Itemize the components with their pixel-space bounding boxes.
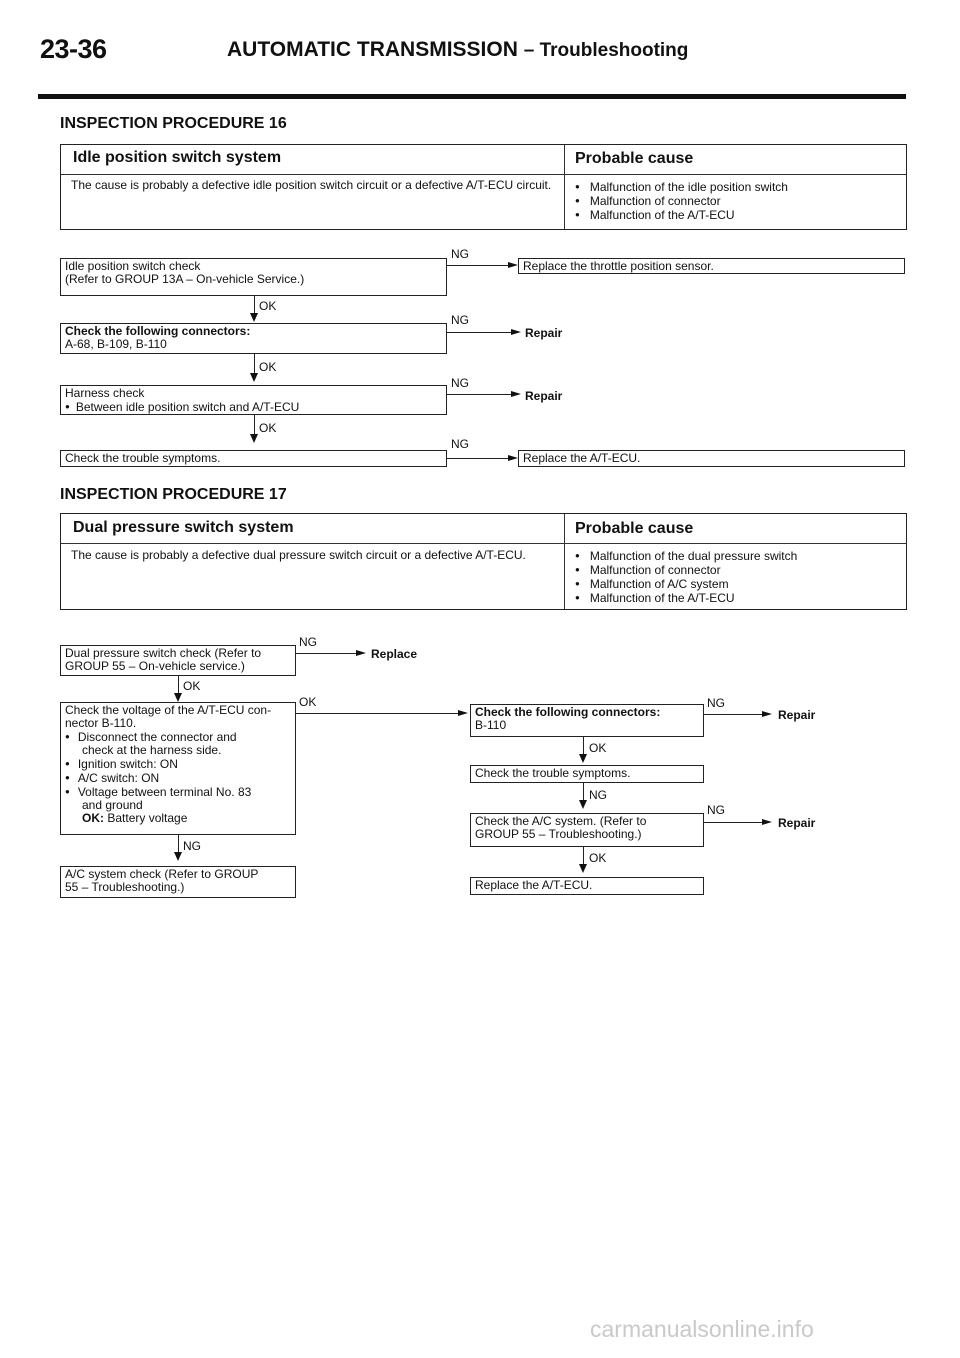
ok-label: OK (183, 679, 201, 693)
ok-line (296, 713, 460, 714)
arrow-down-icon (250, 313, 258, 322)
ng-label: NG (707, 696, 725, 710)
proc17-cause-item: ● Malfunction of connector (575, 563, 797, 577)
proc17-action-replace: Replace (371, 647, 418, 661)
arrow-down-icon (579, 864, 587, 873)
proc16-action-repair: Repair (525, 389, 563, 403)
step-bullet-cont: check at the harness side. (82, 743, 222, 757)
proc17-step-dual-pressure-check (60, 645, 296, 676)
step-line: Check the voltage of the A/T-ECU con- (65, 703, 272, 717)
ok-label: OK (259, 360, 277, 374)
proc16-step-harness-check (60, 385, 447, 415)
ng-label: NG (451, 313, 469, 327)
ng-line (447, 332, 513, 333)
proc17-right-trouble-symptoms (470, 765, 704, 783)
arrow-down-icon (250, 373, 258, 382)
page-number: 23-36 (40, 34, 107, 64)
arrow-right-icon (762, 819, 772, 825)
proc16-table-divider (61, 174, 906, 175)
step-line: Check the following connectors: (475, 705, 661, 719)
ng-line (447, 265, 510, 266)
proc16-cause-item: ● Malfunction of the A/T-ECU (575, 208, 788, 222)
proc17-probable-cause-header: Probable cause (575, 520, 694, 537)
action-text: Replace the A/T-ECU. (523, 451, 641, 465)
proc17-step-voltage-check (60, 702, 296, 835)
proc16-heading: INSPECTION PROCEDURE 16 (60, 115, 287, 132)
step-line: GROUP 55 – Troubleshooting.) (475, 827, 642, 841)
ng-label: NG (299, 635, 317, 649)
step-bullet: ● Disconnect the connector and (65, 730, 237, 744)
ng-line (704, 714, 764, 715)
proc16-action-replace-sensor (518, 258, 905, 274)
step-line: Check the trouble symptoms. (475, 766, 631, 780)
step-line: (Refer to GROUP 13A – On-vehicle Service.) (65, 272, 305, 286)
proc16-step-trouble-symptoms (60, 450, 447, 467)
proc16-action-replace-ecu (518, 450, 905, 467)
arrow-right-icon (508, 262, 518, 268)
step-bullet-cont: and ground (82, 798, 143, 812)
flow-line (254, 354, 255, 375)
watermark: carmanualsonline.info (590, 1316, 814, 1342)
proc16-table-column-divider (564, 145, 565, 229)
step-line: A/C system check (Refer to GROUP (65, 867, 259, 881)
proc16-cause-table (60, 144, 907, 230)
step-bullet: ● A/C switch: ON (65, 771, 160, 785)
ng-label: NG (183, 839, 201, 853)
page-title-sub: – Troubleshooting (523, 40, 689, 61)
proc16-cause-item: ● Malfunction of the idle position switch (575, 180, 788, 194)
proc17-cause-item: ● Malfunction of the A/T-ECU (575, 591, 797, 605)
page-title (227, 38, 688, 62)
ok-label: OK (299, 695, 317, 709)
step-bullet: ● Voltage between terminal No. 83 (65, 785, 252, 799)
step-line: Idle position switch check (65, 259, 201, 273)
page-title-main: AUTOMATIC TRANSMISSION (227, 38, 518, 61)
step-line: nector B-110. (65, 716, 137, 730)
ok-label: OK (589, 741, 607, 755)
step-line: GROUP 55 – On-vehicle service.) (65, 659, 245, 673)
ng-line (447, 458, 510, 459)
ng-label: NG (707, 803, 725, 817)
proc16-step-idle-switch-check (60, 258, 447, 296)
proc17-step-ac-system-check (60, 866, 296, 898)
step-ok-criterion (65, 812, 291, 825)
ng-line (296, 653, 358, 654)
ok-label: OK (259, 421, 277, 435)
step-line: Check the A/C system. (Refer to (475, 814, 647, 828)
proc17-right-replace-ecu (470, 877, 704, 895)
proc17-table-divider (61, 543, 906, 544)
arrow-down-icon (174, 693, 182, 702)
step-line: Dual pressure switch check (Refer to (65, 646, 262, 660)
proc17-cause-item: ● Malfunction of the dual pressure switch (575, 549, 797, 563)
arrow-down-icon (250, 434, 258, 443)
ng-line (704, 822, 764, 823)
arrow-down-icon (579, 754, 587, 763)
step-line: A-68, B-109, B-110 (65, 337, 167, 351)
proc17-right-ac-system-check (470, 813, 704, 847)
proc17-action-repair: Repair (778, 708, 816, 722)
action-text: Replace the throttle position sensor. (523, 259, 714, 273)
proc17-cause-table (60, 513, 907, 610)
flow-line (254, 415, 255, 436)
ng-line (447, 394, 513, 395)
step-line: Check the following connectors: (65, 324, 251, 338)
proc17-action-repair: Repair (778, 816, 816, 830)
ok-criterion-label: OK: (82, 811, 104, 825)
proc16-description: The cause is probably a defective idle position switch circuit or a defective A/T-ECU circuit. (71, 178, 552, 192)
proc17-table-column-divider (564, 514, 565, 609)
ok-label: OK (259, 299, 277, 313)
arrow-right-icon (511, 391, 521, 397)
proc17-description: The cause is probably a defective dual pressure switch circuit or a defective A/T-ECU. (71, 548, 526, 562)
arrow-right-icon (511, 329, 521, 335)
arrow-right-icon (458, 710, 468, 716)
step-bullet: ● Ignition switch: ON (65, 757, 178, 771)
arrow-right-icon (508, 455, 518, 461)
ng-label: NG (451, 247, 469, 261)
step-bullet-text: Disconnect the connector and (77, 730, 237, 744)
proc16-probable-cause-header: Probable cause (575, 150, 694, 167)
step-line: ● Between idle position switch and A/T-ECU (65, 400, 300, 414)
proc17-cause-list (575, 549, 797, 605)
arrow-right-icon (762, 711, 772, 717)
proc17-system-title: Dual pressure switch system (73, 519, 294, 536)
header-rule (38, 94, 906, 99)
proc16-system-title: Idle position switch system (73, 149, 282, 166)
ok-label: OK (589, 851, 607, 865)
ng-label: NG (451, 437, 469, 451)
ok-criterion-value: Battery voltage (107, 811, 188, 825)
proc16-action-repair: Repair (525, 326, 563, 340)
step-line: Harness check (65, 386, 145, 400)
step-line-text: Between idle position switch and A/T-ECU (75, 400, 300, 414)
proc17-cause-item: ● Malfunction of A/C system (575, 577, 797, 591)
proc17-heading: INSPECTION PROCEDURE 17 (60, 486, 287, 503)
step-line: Check the trouble symptoms. (65, 451, 221, 465)
arrow-down-icon (174, 852, 182, 861)
ng-label: NG (451, 376, 469, 390)
proc16-cause-item: ● Malfunction of connector (575, 194, 788, 208)
ng-label: NG (589, 788, 607, 802)
proc16-step-check-connectors (60, 323, 447, 354)
step-bullet-text: Ignition switch: ON (77, 757, 178, 771)
proc17-right-check-connectors (470, 704, 704, 737)
arrow-down-icon (579, 800, 587, 809)
step-line: B-110 (475, 718, 507, 732)
arrow-right-icon (356, 650, 366, 656)
step-bullet-text: Voltage between terminal No. 83 (77, 785, 252, 799)
proc16-cause-list (575, 180, 788, 222)
step-line: Replace the A/T-ECU. (475, 878, 593, 892)
step-line: 55 – Troubleshooting.) (65, 880, 185, 894)
step-bullet-text: A/C switch: ON (77, 771, 160, 785)
